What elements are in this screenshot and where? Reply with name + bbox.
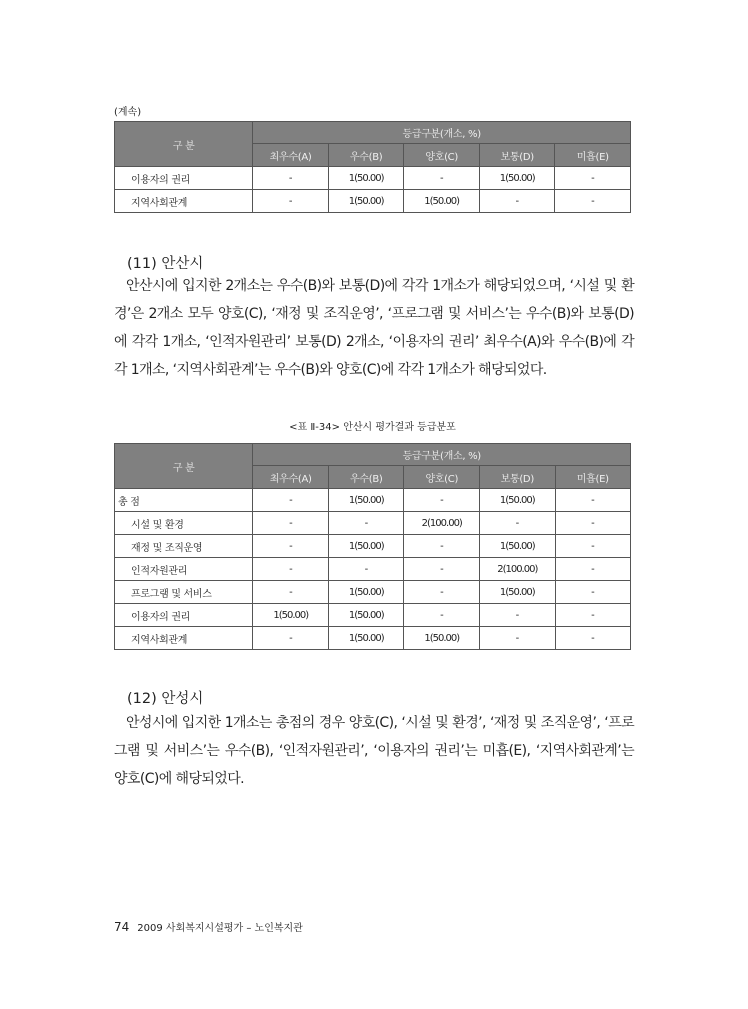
row-label: 지역사회관계 [115, 627, 253, 650]
table-cell: - [253, 535, 329, 558]
table-cell: 2(100.00) [404, 512, 480, 535]
table-cell: - [253, 627, 329, 650]
table-cell: - [480, 512, 556, 535]
header-grade-e: 미흡(E) [555, 466, 630, 489]
table-cell: 1(50.00) [329, 627, 404, 650]
table-row [115, 535, 631, 558]
table-cell: - [555, 535, 630, 558]
table-cell: 1(50.00) [404, 627, 480, 650]
table-cell: - [253, 167, 329, 190]
header-grade-a: 최우수(A) [253, 144, 329, 167]
table-cell: - [555, 167, 631, 190]
table-cell: - [480, 627, 556, 650]
table-cell: - [404, 167, 480, 190]
table-cell: - [555, 627, 630, 650]
table-cell: - [253, 581, 329, 604]
table-cell: - [555, 558, 630, 581]
table-cell: - [329, 512, 404, 535]
section-heading-ansan: (11) 안산시 [127, 256, 204, 272]
table-cell: 2(100.00) [480, 558, 556, 581]
table-cell: - [404, 604, 480, 627]
section-paragraph-anseong [114, 709, 634, 793]
row-label: 이용자의 권리 [115, 604, 253, 627]
section-paragraph-ansan [114, 272, 634, 384]
table-cell: 1(50.00) [479, 167, 555, 190]
table-row [115, 558, 631, 581]
table-cell: 1(50.00) [329, 535, 404, 558]
header-grade-d: 보통(D) [480, 466, 556, 489]
table-cell: 1(50.00) [253, 604, 329, 627]
paragraph-text: 안산시에 입지한 2개소는 우수(B)와 보통(D)에 각각 1개소가 해당되었으며, ‘시설 및 환경’은 2개소 모두 양호(C), ‘재정 및 조직운영’, ‘프로그램 및 서비스’는 우수(B)와 보통(D)에 각각 1개소, ‘인적자원관리’ 보통(D) 2개소, ‘이용자의 권리’ 최우수(A)와 우수(B)에 각각 1개소, ‘지역사회관계’는 우수(B)와 양호(C)에 각각 1개소가 해당되었다. [114, 278, 634, 378]
table-cell: - [404, 489, 480, 512]
page-footer [114, 919, 303, 934]
table-cell: - [404, 535, 480, 558]
table-row [115, 167, 631, 190]
table-cell: 1(50.00) [329, 489, 404, 512]
table-cell: - [329, 558, 404, 581]
table-row [115, 489, 631, 512]
table-cell: - [480, 604, 556, 627]
section-heading-anseong: (12) 안성시 [127, 691, 204, 707]
grade-table-ansan [114, 443, 631, 650]
table-row [115, 627, 631, 650]
header-grade-b: 우수(B) [329, 466, 404, 489]
row-label: 프로그램 및 서비스 [115, 581, 253, 604]
table-row [115, 190, 631, 213]
table-cell: - [253, 489, 329, 512]
row-label: 인적자원관리 [115, 558, 253, 581]
table-cell: - [404, 581, 480, 604]
table-cell: - [555, 581, 630, 604]
table-cell: - [404, 558, 480, 581]
header-grade-b: 우수(B) [328, 144, 404, 167]
table-cell: - [555, 489, 630, 512]
table-cell: - [555, 604, 630, 627]
header-division: 구 분 [115, 444, 253, 489]
row-label: 지역사회관계 [115, 190, 253, 213]
table-cell: - [253, 512, 329, 535]
table-cell: - [555, 512, 630, 535]
header-grade-c: 양호(C) [404, 144, 480, 167]
table-cell: 1(50.00) [328, 167, 404, 190]
paragraph-text: 안성시에 입지한 1개소는 총점의 경우 양호(C), ‘시설 및 환경’, ‘재정 및 조직운영’, ‘프로그램 및 서비스’는 우수(B), ‘인적자원관리’, ‘이용자의 권리’는 미흡(E), ‘지역사회관계’는 양호(C)에 해당되었다. [114, 715, 634, 787]
table-cell: 1(50.00) [404, 190, 480, 213]
table-cell: 1(50.00) [480, 489, 556, 512]
table-row [115, 581, 631, 604]
grade-table-continued [114, 121, 631, 213]
header-grade-c: 양호(C) [404, 466, 480, 489]
table-cell: - [253, 558, 329, 581]
table-cell: 1(50.00) [329, 581, 404, 604]
header-grade-a: 최우수(A) [253, 466, 329, 489]
table-cell: 1(50.00) [480, 581, 556, 604]
header-division: 구 분 [115, 122, 253, 167]
table-cell: 1(50.00) [480, 535, 556, 558]
header-grade-group: 등급구분(개소, %) [253, 122, 631, 144]
page-number: 74 [114, 920, 130, 934]
table-cell: 1(50.00) [328, 190, 404, 213]
header-grade-d: 보통(D) [479, 144, 555, 167]
table-cell: 1(50.00) [329, 604, 404, 627]
header-grade-group: 등급구분(개소, %) [253, 444, 631, 466]
row-label: 이용자의 권리 [115, 167, 253, 190]
continued-label: (계속) [114, 107, 142, 118]
row-label: 총 점 [115, 489, 253, 512]
table-cell: - [479, 190, 555, 213]
table-cell: - [253, 190, 329, 213]
table-row [115, 512, 631, 535]
table-cell: - [555, 190, 631, 213]
header-grade-e: 미흡(E) [555, 144, 631, 167]
table-caption: <표 Ⅱ-34> 안산시 평가결과 등급분포 [289, 422, 456, 433]
row-label: 재정 및 조직운영 [115, 535, 253, 558]
footer-title: 2009 사회복지시설평가 – 노인복지관 [137, 923, 303, 934]
table-row [115, 604, 631, 627]
row-label: 시설 및 환경 [115, 512, 253, 535]
